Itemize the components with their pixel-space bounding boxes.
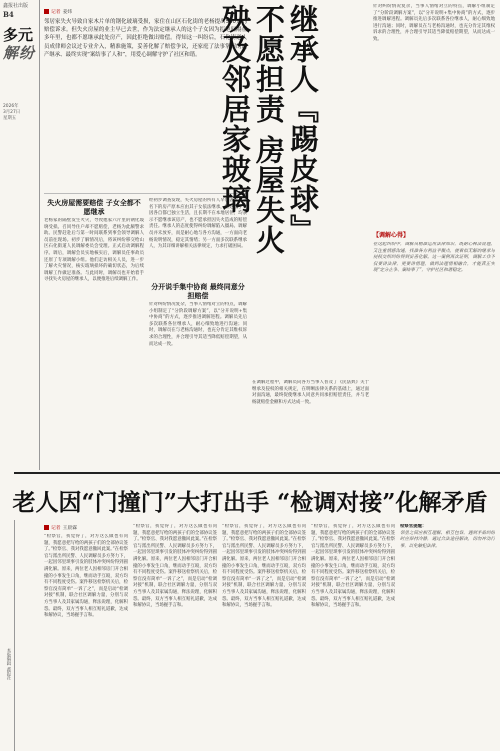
article1-body1: 老杨家的隔壁发生火灾，导致他家六片里的钢化玻璃受损。召同导住户却不愿赔偿，老杨为此颇警求助。民警赶赴后与第一时间联系到事会领导调解人员前往现场。初步了解情况后，将该纠纷移交给山区石化街道人民调解委员会受理。正式启动调解程序。调后，调解会员实地核实后，调解员任事故员还原了专项调解小组。他们走访相关人员，进一步了解火灾情况，核实玻璃损坏的确切状态，为后续调解工作做足准备。与此同时，调解员也开始着手寻找失火房屋的继承人，以便推进后续调解工作。	[44, 218, 144, 283]
section-title: 多元	[3, 26, 34, 44]
article1-lead: 邻居家失火导致自家木片单的钢化玻璃受损，家住在山区石化街的老杨提出500元的赔偿诉求。但失火房屋的业主早已去世，作为法定继承人的这个子女因为拒绝间隔在多年里，也都不愿继承此处房产，因此拒绝做出赔偿。得知这一纠纷后，石化街道人员成律师会议过专业介入，精准施策，妥善化解了赔偿争议，还家庭了法事掌握的遗产继承、最终实现“案结事了人和”，用爱心调解守护了社区和谐。	[44, 19, 247, 58]
mediation-tip-text: 在这起纠纷中，调解员精准运用法律知识，既耐心释法说理，又注重情感沟通，找准各方利益平衡点，使看似无解的继承与侵权交织纠纷得到妥善化解。这一案例再次证明，调解工作不仅要讲法律，更要讲情理，做到法理情相融合，才能真正实现“定分止争、案结事了”，守护社区和谐稳定。	[373, 242, 495, 274]
article1-body1b: 经初步调查发现，失火房屋的所有人早已去世，其名下的房产原本应由其子女依法继承，但这些子女因各自都已独立生活，且长期不在本地居住，均表示不愿继承该房产，也不愿承担因失火造成的赔偿责任。继承人的态度使得纠纷调解陷入僵局。调解员并未放弃，而是耐心地与各方沟通，一方面向老杨说明情况，稳定其情绪；另一方面多次联系继承人，为其详细讲解相关法律规定，力求打破困局。	[149, 198, 247, 250]
issue-date	[3, 104, 37, 123]
date-weekday: 星期五	[3, 116, 17, 122]
kicker-square-icon	[44, 9, 49, 14]
prosecutor-reminder	[400, 524, 495, 748]
paper-name: 鑫报社出版	[3, 3, 29, 9]
prosecutor-reminder-text: 邻里之间应相互理解、相互包容，遇到矛盾纠纷时应保持冷静，通过合法途径解决，切勿冲动行事，以免触犯法律。	[400, 530, 495, 549]
article1-subhead1: 失火房屋需要赔偿 子女全都不愿继承	[47, 198, 141, 216]
article1-continued: 针对纠纷情况复杂，当事人情绪对立的特点，调解小组制定了“分阶段调解方案”，以“分开说明+集中协商”的方式，逐步推进调解进程。调解员先后多次联系各位继承人，耐心细致地进行沟通；同时，调解员在与老杨沟通时，也充分肯定其维权诉求的合理性，并合理引导其适当降低赔偿期望，从而达成一致。	[373, 4, 495, 42]
article1-reporter: 姜炜	[62, 10, 73, 15]
page-number: B4	[3, 10, 14, 19]
kicker-square-icon	[44, 525, 49, 530]
date-year: 2026年	[3, 104, 19, 109]
date-day: 3月27日	[3, 110, 21, 116]
article2-body-col1: “检察官，我觉得了，对方这么做也有问题，我愿意把写给的两孩子们的全部协议签了。”检察官、我对我愿意撤回此案。”在检察官与派出所民警、人民调解员多方努力下，一起因邻里琐事引发的肢体冲突纠纷得到圆满化解。原来，两位老人因相邻房门开合相撞的小事发生口角，继而动手互殴，双方均有不同程度受伤。案件移送检察机关后，检察官没有简单“一诉了之”，而是启动“检调对接”机制，联合社区调解力量，分别与双方当事人及其家属沟通，释法说理，化解积怨。最终，双方当事人相互赔礼道歉，达成和解协议，当场握手言和。	[44, 534, 128, 619]
article1-subhead2: 分开说手集中协商 最终同意分担赔偿	[151, 282, 245, 300]
article1-body3: 在调解过程中，调解员向各方当事人普及了《民法典》关于继承及侵权的相关规定，在明晰法律关系的基础上，通过面对面沟通，最终促使继承人同意共同承担赔偿责任，并与老杨就赔偿金额和方式达成一致。	[252, 380, 369, 405]
article2-reporter: 王晨霖	[62, 526, 78, 531]
article2-body-col2: “检察官，我觉得了，对方这么做也有问题，我愿意把写给的两孩子们的全部协议签了。”检察官、我对我愿意撤回此案。”在检察官与派出所民警、人民调解员多方努力下，一起因邻里琐事引发的肢体冲突纠纷得到圆满化解。原来，两位老人因相邻房门开合相撞的小事发生口角，继而动手互殴，双方均有不同程度受伤。案件移送检察机关后，检察官没有简单“一诉了之”，而是启动“检调对接”机制，联合社区调解力量，分别与双方当事人及其家属沟通，释法说理，化解积怨。最终，双方当事人相互赔礼道歉，达成和解协议，当场握手言和。	[133, 524, 217, 609]
article1-body2: 针对纠纷情况复杂，当事人情绪对立的特点，调解小组制定了“分阶段调解方案”，以“分开说明+集中协商”的方式，逐步推进调解进程。调解员先后多次联系各位继承人，耐心细致地进行沟通；同时，调解员在与老杨沟通时，也充分肯定其维权诉求的合理性，并合理引导其适当降低赔偿期望，从而达成一致。	[149, 302, 247, 347]
article2-kicker: 记者 王晨霖	[44, 524, 77, 531]
article2-body-col4: “检察官，我觉得了，对方这么做也有问题，我愿意把写给的两孩子们的全部协议签了。”检察官、我对我愿意撤回此案。”在检察官与派出所民警、人民调解员多方努力下，一起因邻里琐事引发的肢体冲突纠纷得到圆满化解。原来，两位老人因相邻房门开合相撞的小事发生口角，继而动手互殴，双方均有不同程度受伤。案件移送检察机关后，检察官没有简单“一诉了之”，而是启动“检调对接”机制，联合社区调解力量，分别与双方当事人及其家属沟通，释法说理，化解积怨。最终，双方当事人相互赔礼道歉，达成和解协议，当场握手言和。	[311, 524, 395, 609]
article2-headline: 老人因“门撞门”大打出手 “检调对接”化解矛盾	[12, 489, 488, 516]
article1-kicker: 记者 姜炜	[44, 8, 72, 15]
article1-headline: 继承人『踢皮球』不愿担责 房屋失火殃及邻居家玻璃	[218, 4, 320, 256]
column-brand: 解纷	[3, 44, 36, 62]
article2-body-col3: “检察官，我觉得了，对方这么做也有问题，我愿意把写给的两孩子们的全部协议签了。”检察官、我对我愿意撤回此案。”在检察官与派出所民警、人民调解员多方努力下，一起因邻里琐事引发的肢体冲突纠纷得到圆满化解。原来，两位老人因相邻房门开合相撞的小事发生口角，继而动手互殴，双方均有不同程度受伤。案件移送检察机关后，检察官没有简单“一诉了之”，而是启动“检调对接”机制，联合社区调解力量，分别与双方当事人及其家属沟通，释法说理，化解积怨。最终，双方当事人相互赔礼道歉，达成和解协议，当场握手言和。	[222, 524, 306, 609]
prosecutor-reminder-title: 检察官提醒：	[400, 524, 427, 529]
mediation-tip-tag: 【调解心得】	[373, 232, 410, 239]
page-credit: 本版编辑 鑫报社	[6, 648, 11, 681]
